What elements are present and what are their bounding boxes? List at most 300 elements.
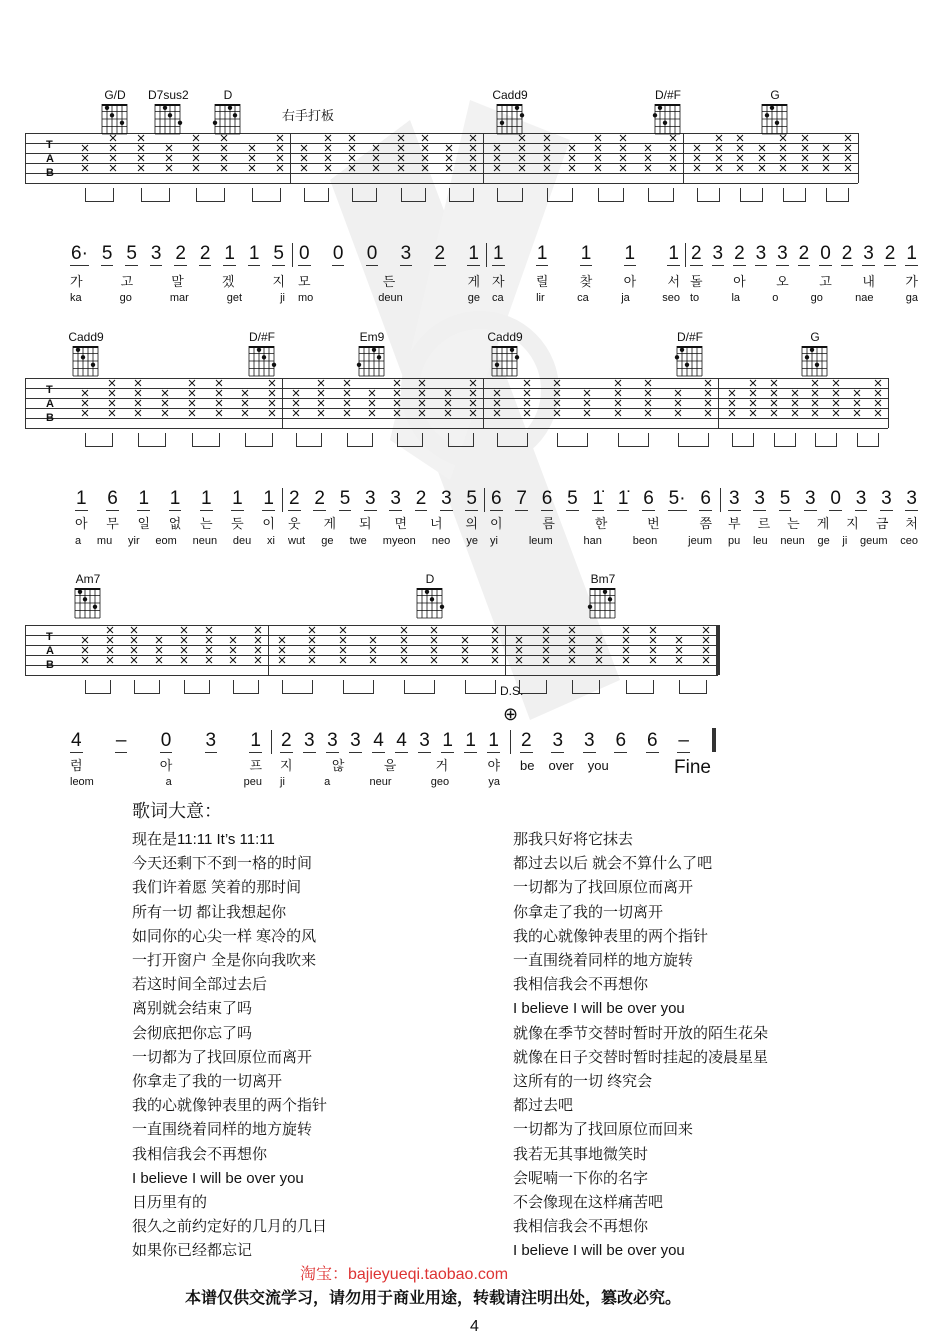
jianpu-note: 3 xyxy=(419,730,430,751)
chord-diagram xyxy=(795,330,835,383)
rhythm-stem xyxy=(184,680,185,694)
tab-x-mark xyxy=(832,409,840,417)
tab-x-mark xyxy=(368,409,376,417)
jianpu-note: 3 xyxy=(583,730,595,751)
notation-barline xyxy=(282,488,283,512)
tab-x-mark xyxy=(300,144,308,152)
tab-x-mark xyxy=(758,164,766,172)
tab-x-mark xyxy=(268,389,276,397)
tab-x-mark xyxy=(192,134,200,142)
lyrics-line: 如果你已经都忘记 xyxy=(132,1242,253,1260)
lyric-syllable: 면 xyxy=(394,516,408,531)
rhythm-stem xyxy=(196,188,197,202)
lyrics-line: 我的心就像钟表里的两个指针 xyxy=(132,1097,328,1115)
lyrics-line: 这所有的一切 终究会 xyxy=(513,1073,653,1091)
lyric-syllable: o xyxy=(772,292,779,304)
rhythm-stem xyxy=(598,188,599,202)
notation-korean-row xyxy=(75,516,275,531)
tab-x-mark xyxy=(770,399,778,407)
lyric-syllable: 웃 xyxy=(288,516,301,531)
rhythm-stem xyxy=(626,680,627,694)
tab-x-mark xyxy=(644,389,652,397)
notation-roman-row xyxy=(690,292,918,305)
chord-diagram xyxy=(148,88,188,141)
tab-x-mark xyxy=(469,164,477,172)
barline xyxy=(282,378,283,428)
tab-x-mark xyxy=(542,656,550,664)
tab-x-mark xyxy=(693,154,701,162)
notation-notes-row xyxy=(75,488,275,511)
lyrics-line: 那我只好将它抹去 xyxy=(513,831,634,848)
tab-x-mark xyxy=(614,389,622,397)
lyric-syllable: leu xyxy=(752,535,768,547)
lyrics-line: 一切都为了找回原位而离开 xyxy=(513,879,694,897)
tab-x-mark xyxy=(81,389,89,397)
rhythm-stem xyxy=(141,188,142,202)
barline xyxy=(716,625,720,675)
jianpu-note: 2 xyxy=(884,243,896,264)
barline xyxy=(268,625,269,675)
rhythm-beam xyxy=(648,201,673,202)
tab-x-mark xyxy=(693,164,701,172)
chord-name: Bm7 xyxy=(590,572,616,586)
barline xyxy=(483,378,484,428)
tab-x-mark xyxy=(595,636,603,644)
lyric-syllable: geo xyxy=(430,776,450,788)
rhythm-stem xyxy=(848,188,849,202)
tab-x-mark xyxy=(339,656,347,664)
notation-notes-row xyxy=(690,243,918,266)
tab-x-mark xyxy=(736,144,744,152)
tab-x-mark xyxy=(215,409,223,417)
lyrics-line: 我相信我会不再想你 xyxy=(513,976,649,994)
tab-x-mark xyxy=(130,636,138,644)
chord-name: D/#F xyxy=(676,330,703,344)
tab-x-mark xyxy=(109,164,117,172)
notation-korean-row xyxy=(728,516,918,531)
notation-roman-row xyxy=(492,292,680,305)
staff-line xyxy=(25,153,858,154)
tab-x-mark xyxy=(106,646,114,654)
tab-x-mark xyxy=(675,646,683,654)
tab-x-mark xyxy=(822,164,830,172)
lyric-syllable: 는 xyxy=(787,516,800,531)
tab-x-mark xyxy=(749,399,757,407)
lyric-syllable: 일 xyxy=(137,516,151,531)
shop-link[interactable]: 淘宝：bajieyueqi.taobao.com xyxy=(300,1266,509,1283)
barline xyxy=(483,133,484,183)
tab-x-mark xyxy=(180,646,188,654)
tab-x-mark xyxy=(704,409,712,417)
chord-diagram xyxy=(648,88,688,141)
rhythm-stem xyxy=(304,188,305,202)
tab-staff xyxy=(25,378,888,428)
lyrics-line: 你拿走了我的一切离开 xyxy=(132,1073,283,1091)
staff-line xyxy=(25,378,888,379)
rhythm-beam xyxy=(572,693,599,694)
chord-grid-icon xyxy=(674,344,706,378)
jianpu-note: 3 xyxy=(400,243,412,264)
tab-x-mark xyxy=(106,636,114,644)
rhythm-stem xyxy=(740,188,741,202)
rhythm-stem xyxy=(836,433,837,447)
tab-x-mark xyxy=(188,389,196,397)
tab-x-mark xyxy=(161,399,169,407)
tab-x-mark xyxy=(421,144,429,152)
tab-x-mark xyxy=(493,399,501,407)
jianpu-note: 0 xyxy=(299,243,310,264)
lyric-syllable: deu xyxy=(232,535,252,547)
tab-x-mark xyxy=(622,626,630,634)
chord-grid-icon xyxy=(494,102,526,136)
jianpu-note: 2 xyxy=(734,243,745,264)
rhythm-stem xyxy=(312,680,313,694)
tab-x-mark xyxy=(368,399,376,407)
rhythm-stem xyxy=(719,188,720,202)
tab-x-mark xyxy=(523,399,531,407)
lyric-syllable: la xyxy=(731,292,740,304)
rhythm-stem xyxy=(404,680,405,694)
rhythm-stem xyxy=(397,433,398,447)
chord-diagram xyxy=(66,330,106,383)
lyric-syllable: 무 xyxy=(106,516,119,531)
staff-line xyxy=(25,625,718,626)
tab-x-mark xyxy=(276,144,284,152)
lyrics-line: 都过去以后 就会不算什么了吧 xyxy=(513,855,713,873)
jianpu-note: 4 xyxy=(71,730,82,751)
tab-x-mark xyxy=(619,164,627,172)
staff-line xyxy=(25,163,858,164)
tab-x-mark xyxy=(130,646,138,654)
lyric-syllable: 르 xyxy=(757,516,771,531)
tab-x-mark xyxy=(165,164,173,172)
notation-barline xyxy=(484,488,485,512)
tab-x-mark xyxy=(518,144,526,152)
lyric-syllable: 가 xyxy=(905,274,918,289)
barline xyxy=(25,625,26,675)
lyric-syllable: deun xyxy=(378,292,403,304)
tab-x-mark xyxy=(317,409,325,417)
rhythm-beam xyxy=(184,693,209,694)
staff-line xyxy=(25,418,888,419)
tab-x-mark xyxy=(704,399,712,407)
notation-notes-row xyxy=(280,730,500,753)
rhythm-beam xyxy=(815,446,836,447)
rhythm-stem xyxy=(296,433,297,447)
rhythm-stem xyxy=(623,188,624,202)
jianpu-note: 3 xyxy=(304,730,315,751)
chord-grid-icon xyxy=(246,344,278,378)
tab-x-mark xyxy=(649,636,657,644)
tab-x-mark xyxy=(248,164,256,172)
tab-x-mark xyxy=(493,409,501,417)
tab-x-mark xyxy=(493,164,501,172)
tab-x-mark xyxy=(134,399,142,407)
tab-x-mark xyxy=(343,409,351,417)
lyric-syllable: 지 xyxy=(846,516,859,531)
staff-line xyxy=(25,398,888,399)
lyric-syllable: 아 xyxy=(623,274,637,289)
rhythm-stem xyxy=(328,188,329,202)
tab-x-mark xyxy=(444,409,452,417)
tab-x-mark xyxy=(461,656,469,664)
jianpu-note: 5 xyxy=(126,243,137,264)
rhythm-stem xyxy=(795,433,796,447)
tab-x-mark xyxy=(874,379,882,387)
rhythm-stem xyxy=(815,433,816,447)
rhythm-beam xyxy=(598,201,623,202)
rhythm-stem xyxy=(449,188,450,202)
rhythm-stem xyxy=(321,433,322,447)
tab-x-mark xyxy=(523,409,531,417)
tab-x-mark xyxy=(811,409,819,417)
tab-x-mark xyxy=(461,646,469,654)
tab-x-mark xyxy=(292,389,300,397)
chord-name: D xyxy=(425,572,435,586)
rhythm-beam xyxy=(233,693,258,694)
tab-x-mark xyxy=(276,164,284,172)
rhythm-beam xyxy=(347,446,372,447)
lyric-syllable: 름 xyxy=(542,516,555,531)
staff-line xyxy=(25,675,718,676)
jianpu-note: 6 xyxy=(541,488,553,509)
lyrics-line: 我若无其事地微笑时 xyxy=(513,1145,649,1163)
lyric-syllable: 든 xyxy=(382,274,396,289)
tab-x-mark xyxy=(254,636,262,644)
lyric-syllable: mu xyxy=(96,535,113,547)
rhythm-stem xyxy=(653,680,654,694)
notation-barline xyxy=(510,730,511,754)
tab-x-mark xyxy=(339,646,347,654)
lyric-syllable: han xyxy=(583,535,602,547)
tab-x-mark xyxy=(811,389,819,397)
jianpu-note: 6 xyxy=(643,488,654,509)
rhythm-beam xyxy=(497,446,527,447)
lyric-syllable: ga xyxy=(905,292,918,304)
jianpu-note: 6 xyxy=(700,488,711,509)
tab-x-mark xyxy=(583,389,591,397)
lyric-syllable: 처 xyxy=(905,516,918,531)
tab-x-mark xyxy=(109,144,117,152)
lyric-syllable: ye xyxy=(466,535,478,547)
tab-x-mark xyxy=(749,389,757,397)
tab-x-mark xyxy=(644,144,652,152)
tab-x-mark xyxy=(229,646,237,654)
notation-roman-row xyxy=(490,535,712,548)
rhythm-beam xyxy=(697,201,719,202)
tab-x-mark xyxy=(292,399,300,407)
tab-x-mark xyxy=(215,399,223,407)
chord-grid-icon xyxy=(212,102,244,136)
tab-x-mark xyxy=(308,656,316,664)
rhythm-stem xyxy=(347,433,348,447)
chord-grid-icon xyxy=(799,344,831,378)
jianpu-note: 5· xyxy=(668,488,686,509)
lyric-syllable: 는 xyxy=(199,516,213,531)
chord-name: D/#F xyxy=(654,88,681,102)
lyric-syllable: 부 xyxy=(728,516,741,531)
rhythm-stem xyxy=(697,188,698,202)
chord-name: G xyxy=(810,330,820,344)
rhythm-stem xyxy=(527,433,528,447)
tab-clef-letter: T xyxy=(46,139,53,151)
tab-x-mark xyxy=(469,389,477,397)
tab-x-mark xyxy=(853,389,861,397)
tab-x-mark xyxy=(568,144,576,152)
jianpu-note: 3 xyxy=(754,488,765,509)
jianpu-note: 0 xyxy=(332,243,344,264)
tab-x-mark xyxy=(801,154,809,162)
rhythm-beam xyxy=(397,446,422,447)
tab-x-mark xyxy=(702,636,710,644)
lyric-syllable: 쯤 xyxy=(699,516,712,531)
tab-x-mark xyxy=(276,154,284,162)
rhythm-stem xyxy=(473,433,474,447)
lyric-syllable: 모 xyxy=(298,274,311,289)
tab-x-mark xyxy=(348,144,356,152)
rhythm-stem xyxy=(169,188,170,202)
jianpu-note: 3 xyxy=(390,488,401,509)
tab-x-mark xyxy=(81,154,89,162)
tab-x-mark xyxy=(491,646,499,654)
tab-x-mark xyxy=(400,636,408,644)
tab-x-mark xyxy=(801,164,809,172)
rhythm-stem xyxy=(280,188,281,202)
tab-x-mark xyxy=(108,389,116,397)
rhythm-stem xyxy=(373,680,374,694)
lyric-syllable: 오 xyxy=(776,274,789,289)
tab-x-mark xyxy=(811,399,819,407)
tab-x-mark xyxy=(728,389,736,397)
barline xyxy=(25,133,26,183)
jianpu-note: 1 xyxy=(263,488,274,509)
notation-notes-row xyxy=(298,243,480,266)
tab-x-mark xyxy=(205,626,213,634)
rhythm-stem xyxy=(599,680,600,694)
lyric-syllable: 프 xyxy=(249,758,262,773)
tab-x-mark xyxy=(220,144,228,152)
tab-x-mark xyxy=(614,379,622,387)
lyric-syllable: 럼 xyxy=(70,758,83,773)
jianpu-note: 2 xyxy=(415,488,427,509)
rhythm-beam xyxy=(138,446,165,447)
barline xyxy=(718,378,719,428)
notation-roman-row xyxy=(70,776,262,789)
tab-x-mark xyxy=(254,656,262,664)
tab-x-mark xyxy=(543,164,551,172)
chord-name: D/#F xyxy=(248,330,275,344)
tab-x-mark xyxy=(469,144,477,152)
chord-diagram xyxy=(485,330,525,383)
jianpu-note: 6 xyxy=(491,488,502,509)
rhythm-beam xyxy=(196,201,224,202)
barline xyxy=(505,625,506,675)
rhythm-stem xyxy=(783,188,784,202)
tab-x-mark xyxy=(220,164,228,172)
chord-grid-icon xyxy=(99,102,131,136)
tab-x-mark xyxy=(644,154,652,162)
rhythm-stem xyxy=(85,188,86,202)
chord-diagram xyxy=(352,330,392,383)
tab-x-mark xyxy=(644,164,652,172)
tab-x-mark xyxy=(134,379,142,387)
rhythm-stem xyxy=(425,188,426,202)
lyric-syllable: neun xyxy=(192,535,218,547)
notation-roman-row xyxy=(728,535,918,548)
rhythm-stem xyxy=(233,680,234,694)
tab-x-mark xyxy=(109,154,117,162)
lyric-syllable: 고 xyxy=(120,274,134,289)
tab-x-mark xyxy=(106,626,114,634)
lyric-syllable: leum xyxy=(528,535,553,547)
rhythm-beam xyxy=(304,201,328,202)
staff-line xyxy=(25,143,858,144)
tab-x-mark xyxy=(568,626,576,634)
rhythm-beam xyxy=(826,201,848,202)
tab-x-mark xyxy=(553,399,561,407)
chord-name: G/D xyxy=(104,88,126,102)
rhythm-stem xyxy=(159,680,160,694)
tab-x-mark xyxy=(649,646,657,654)
tab-x-mark xyxy=(801,134,809,142)
lyric-syllable: be xyxy=(520,758,535,773)
tab-x-mark xyxy=(317,379,325,387)
page-number: 4 xyxy=(470,1318,479,1335)
lyric-syllable: 한 xyxy=(594,516,608,531)
rhythm-stem xyxy=(209,680,210,694)
tab-x-mark xyxy=(749,409,757,417)
tab-x-mark xyxy=(339,636,347,644)
barline xyxy=(888,378,889,428)
jianpu-note: 6 xyxy=(107,488,118,509)
lyrics-line: 就像在日子交替时暂时挂起的凌晨星星 xyxy=(513,1048,769,1066)
tab-clef-letter: T xyxy=(46,631,53,643)
rhythm-beam xyxy=(449,201,473,202)
chord-diagram xyxy=(95,88,135,141)
tab-x-mark xyxy=(81,656,89,664)
tab-x-mark xyxy=(268,399,276,407)
chord-name: Cadd9 xyxy=(487,330,523,344)
tab-x-mark xyxy=(583,409,591,417)
rhythm-stem xyxy=(401,188,402,202)
notation-roman-row xyxy=(70,292,285,305)
tab-x-mark xyxy=(348,134,356,142)
tab-x-mark xyxy=(518,154,526,162)
tab-x-mark xyxy=(81,636,89,644)
rhythm-beam xyxy=(740,201,762,202)
lyric-syllable: 아 xyxy=(733,274,746,289)
tab-x-mark xyxy=(553,379,561,387)
tab-x-mark xyxy=(491,636,499,644)
tab-x-mark xyxy=(874,389,882,397)
tab-x-mark xyxy=(372,154,380,162)
chord-diagram xyxy=(410,572,450,625)
chord-diagram xyxy=(242,330,282,383)
tab-x-mark xyxy=(644,379,652,387)
tab-x-mark xyxy=(493,389,501,397)
chord-name: D xyxy=(223,88,233,102)
lyric-syllable: neo xyxy=(431,535,451,547)
rhythm-beam xyxy=(192,446,219,447)
rhythm-stem xyxy=(497,188,498,202)
rhythm-beam xyxy=(783,201,805,202)
tab-x-mark xyxy=(644,399,652,407)
rhythm-stem xyxy=(678,433,679,447)
lyric-syllable: ge xyxy=(321,535,334,547)
notation-korean-row xyxy=(490,516,712,531)
lyrics-line: 所有一切 都让我想起你 xyxy=(132,903,287,921)
lyrics-line: 我相信我会不再想你 xyxy=(132,1145,268,1163)
